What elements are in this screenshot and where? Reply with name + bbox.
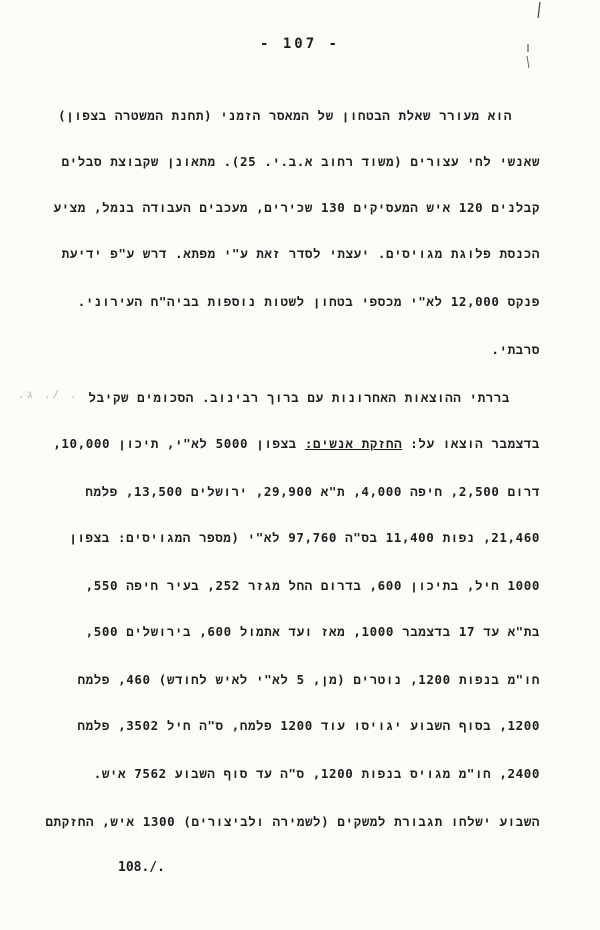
continuation-marker: 108./. xyxy=(118,860,165,875)
text-line: 1000 חיל, בתיכון 600, בדרום החל מגזר 252, בעיר חיפה 550, xyxy=(85,578,540,593)
text-line: קבלנים 120 איש המעסיקים 130 שכירים, מעכבים העבודה בנמל, מציע xyxy=(53,200,540,215)
margin-note: .ג ./ . xyxy=(18,388,79,401)
text-line: בת"א עד 17 בדצמבר 1000, מאז ועד אתמול 600, בירושלים 500, xyxy=(85,624,540,639)
corner-annotation xyxy=(520,0,550,80)
text-line: חו"מ בנפות 1200, נוטרים (מן, 5 לא"י לאיש לחודש) 460, פלמח xyxy=(77,672,540,687)
line-suffix: בצפון 5000 לא"י, תיכון 10,000, xyxy=(53,436,305,451)
text-line: בררתי ההוצאות האחרונות עם ברוך רבינוב. הסכומים שקיבל xyxy=(88,390,510,405)
line-prefix: בדצמבר הוצאו על: xyxy=(402,436,540,451)
text-line: 2400, חו"מ מגויס בנפות 1200, ס"ה עד סוף השבוע 7562 איש. xyxy=(93,766,540,781)
text-line: 1200, בסוף השבוע יגויסו עוד 1200 פלמח, ס"ה חיל 3502, פלמח xyxy=(77,718,540,733)
text-line: דרום 2,500, חיפה 4,000, ת"א 29,900, ירושלים 13,500, פלמח xyxy=(85,484,540,499)
text-line: 21,460, נפות 11,400 בס"ה 97,760 לא"י (מספר המגויסים: בצפון xyxy=(69,530,540,545)
text-line-with-underline xyxy=(40,436,540,452)
text-line: השבוע ישלחו תגבורת למשקים (לשמירה ולביצורים) 1300 איש, החזקתם xyxy=(45,814,540,829)
text-line: פנקס 12,000 לא"י מכספי בטחון לשטות נוספות בביה"ח העירוני. xyxy=(77,294,540,309)
text-line: שאנשי לחי עצורים (משוד רחוב א.ב.י. 25). מתאונן שקבוצת סבלים xyxy=(61,154,540,169)
underlined-phrase: החזקת אנשים: xyxy=(304,436,403,451)
text-line: הכנסת פלוגת מגויסים. יעצתי לסדר זאת ע"י מפתא. דרש ע"פ ידיעת xyxy=(61,246,540,261)
page-number: - 107 - xyxy=(259,36,340,52)
text-line: הוא מעורר שאלת הבטחון של המאסר הזמני (תחנת המשטרה בצפון) xyxy=(58,108,512,123)
text-line: סרבתי. xyxy=(491,342,540,357)
